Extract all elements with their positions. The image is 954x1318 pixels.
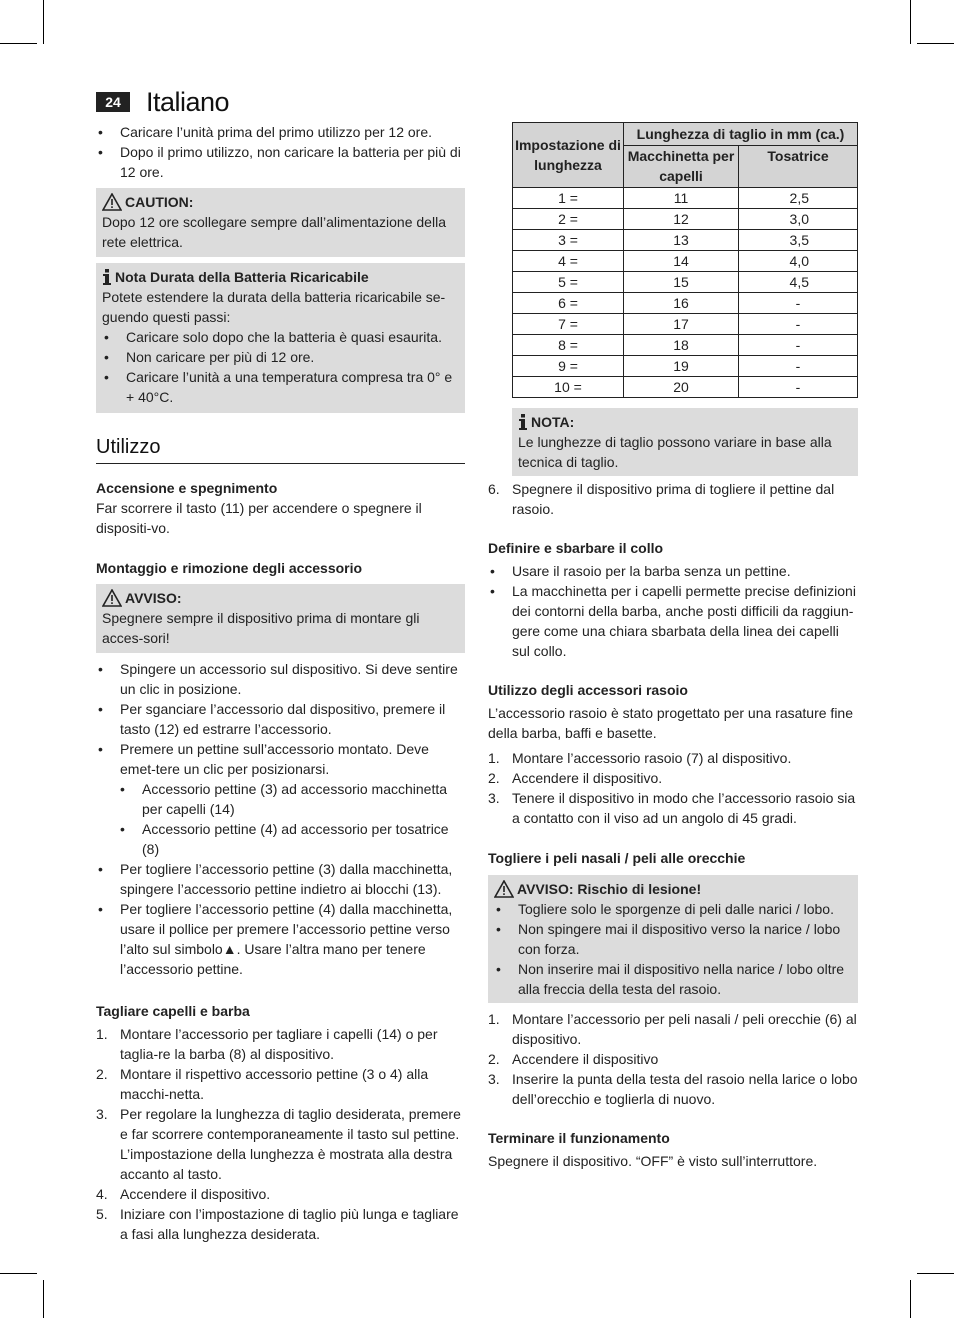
power-heading: Accensione e spegnimento xyxy=(96,480,278,496)
crop-mark xyxy=(0,43,37,44)
table-cell: 17 xyxy=(624,314,739,335)
mount-warning-title: AVVISO: xyxy=(125,590,182,606)
list-item: • Togliere solo le sporgenze di peli dalle narici / lobo. xyxy=(494,899,852,919)
neck-heading: Definire e sbarbare il collo xyxy=(488,540,664,556)
list-item: • Caricare l’unità a una temperatura compresa tra 0° e + 40°C. xyxy=(102,367,459,407)
list-item: • Caricare l’unità prima del primo utilizzo per 12 ore. xyxy=(96,122,465,142)
table-cell: 4,5 xyxy=(739,272,858,293)
mount-warning-text: Spegnere sempre il dispositivo prima di montare gli acces-sori! xyxy=(102,610,420,646)
table-cell: 11 xyxy=(624,188,739,209)
nose-warning-box xyxy=(488,875,858,1003)
end-text: Spegnere il dispositivo. “OFF” è visto sull’interruttore. xyxy=(488,1153,818,1169)
table-cell: 9 = xyxy=(513,356,624,377)
list-item: 3. Inserire la punta della testa del rasoio nella larice o lobo dell’orecchio e toglierla di nuovo. xyxy=(488,1071,858,1107)
table-cell: 12 xyxy=(624,209,739,230)
nota-title: NOTA: xyxy=(531,414,575,430)
table-row xyxy=(513,314,858,335)
cut-heading: Tagliare capelli e barba xyxy=(96,1003,250,1019)
table-header: Macchinetta per capelli xyxy=(624,146,739,188)
intro-list xyxy=(96,122,465,182)
crop-mark xyxy=(917,1273,954,1274)
end-heading: Terminare il funzionamento xyxy=(488,1130,670,1146)
mount-warning-box xyxy=(96,584,465,653)
list-item: 1. Montare l’accessorio rasoio (7) al dispositivo. xyxy=(488,750,792,766)
right-column xyxy=(488,122,858,1171)
table-cell: - xyxy=(739,356,858,377)
table-cell: 6 = xyxy=(513,293,624,314)
table-cell: 19 xyxy=(624,356,739,377)
table-header: Tosatrice xyxy=(739,146,858,188)
mount-heading: Montaggio e rimozione degli accessorio xyxy=(96,560,363,576)
shaver-steps xyxy=(488,748,858,828)
page-header xyxy=(96,86,229,118)
mount-sub-list xyxy=(96,779,465,859)
table-cell: 4 = xyxy=(513,251,624,272)
table-cell: 7 = xyxy=(513,314,624,335)
battery-note-box xyxy=(96,263,465,413)
list-item: 2. Accendere il dispositivo. xyxy=(488,770,663,786)
list-item: 2. Montare il rispettivo accessorio pettine (3 o 4) alla macchi-netta. xyxy=(96,1066,429,1102)
table-cell: 15 xyxy=(624,272,739,293)
list-item: • Premere un pettine sull’accessorio montato. Deve emet-tere un clic per posizionarsi. xyxy=(96,739,465,779)
caution-text: Dopo 12 ore scollegare sempre dall’alimentazione della rete elettrica. xyxy=(102,214,446,250)
table-header: Impostazione di lunghezza xyxy=(513,123,624,188)
info-icon xyxy=(102,268,112,286)
table-cell: 14 xyxy=(624,251,739,272)
crop-mark xyxy=(910,1280,911,1318)
list-item: • Per togliere l’accessorio pettine (3) dalla macchinetta, spingere l’accessorio pettine indietro ai blocchi (13). xyxy=(96,859,465,899)
list-item: 6. Spegnere il dispositivo prima di togliere il pettine dal rasoio. xyxy=(488,481,835,517)
table-cell: 13 xyxy=(624,230,739,251)
table-cell: 5 = xyxy=(513,272,624,293)
table-cell: - xyxy=(739,314,858,335)
crop-mark xyxy=(917,43,954,44)
list-item: 5. Iniziare con l’impostazione di taglio più lunga e tagliare a fasi alla lunghezza desiderata. xyxy=(96,1206,459,1242)
shaver-heading: Utilizzo degli accessori rasoio xyxy=(488,682,688,698)
cut-steps xyxy=(96,1024,465,1244)
list-item: • Caricare solo dopo che la batteria è quasi esaurita. xyxy=(102,327,459,347)
neck-list xyxy=(488,561,858,661)
mount-list-2 xyxy=(96,859,465,979)
table-header: Lunghezza di taglio in mm (ca.) xyxy=(624,123,858,146)
shaver-text: L’accessorio rasoio è stato progettato per una rasature fine della barba, baffi e basette. xyxy=(488,705,853,741)
list-item: 3. Per regolare la lunghezza di taglio desiderata, premere e far scorrere contemporaneamente il tasto sul pettine. L’impostazione della lunghezza è mostrata alla destra accanto al tasto. xyxy=(96,1106,461,1182)
list-item: • Accessorio pettine (3) ad accessorio macchinetta per capelli (14) xyxy=(96,779,465,819)
list-item: 4. Accendere il dispositivo. xyxy=(96,1186,271,1202)
list-item: 1. Montare l’accessorio per tagliare i capelli (14) o per taglia-re la barba (8) al dispositivo. xyxy=(96,1026,438,1062)
table-row xyxy=(513,377,858,398)
table-cell: - xyxy=(739,335,858,356)
table-cell: 3 = xyxy=(513,230,624,251)
list-item: • Non spingere mai il dispositivo verso la narice / lobo con forza. xyxy=(494,919,852,959)
table-cell: 2 = xyxy=(513,209,624,230)
table-row xyxy=(513,209,858,230)
power-text: Far scorrere il tasto (11) per accendere o spegnere il dispositi-vo. xyxy=(96,500,422,536)
mount-list xyxy=(96,659,465,779)
list-item: • Non caricare per più di 12 ore. xyxy=(102,347,459,367)
table-row xyxy=(513,251,858,272)
warning-icon xyxy=(494,880,514,898)
table-row xyxy=(513,293,858,314)
crop-mark xyxy=(910,0,911,44)
battery-note-text: Potete estendere la durata della batteria ricaricabile se-guendo questi passi: xyxy=(102,289,446,325)
cut-steps-cont xyxy=(488,479,858,519)
table-row xyxy=(513,335,858,356)
warning-icon xyxy=(102,193,122,211)
nose-steps xyxy=(488,1009,858,1109)
length-table xyxy=(512,122,858,398)
table-cell: 3,5 xyxy=(739,230,858,251)
table-cell: 16 xyxy=(624,293,739,314)
list-item: 2. Accendere il dispositivo xyxy=(488,1051,659,1067)
left-column xyxy=(96,122,465,1244)
table-cell: 18 xyxy=(624,335,739,356)
page-title: Italiano xyxy=(146,87,230,117)
page-number: 24 xyxy=(96,92,130,112)
table-cell: 2,5 xyxy=(739,188,858,209)
list-item: • Accessorio pettine (4) ad accessorio per tosatrice (8) xyxy=(96,819,465,859)
list-item: • La macchinetta per i capelli permette precise definizioni dei contorni della barba, anche posti difficili da raggiun-gere come una chiara sbarbata della linea dei capelli sul collo. xyxy=(488,581,858,661)
battery-note-title: Nota Durata della Batteria Ricaricabile xyxy=(115,269,369,285)
list-item: • Per sganciare l’accessorio dal dispositivo, premere il tasto (12) ed estrarre l’accessorio. xyxy=(96,699,465,739)
table-cell: 4,0 xyxy=(739,251,858,272)
info-icon xyxy=(518,413,528,431)
caution-box xyxy=(96,188,465,257)
nose-warning-title: AVVISO: Rischio di lesione! xyxy=(517,881,702,897)
crop-mark xyxy=(43,1280,44,1318)
section-title: Utilizzo xyxy=(96,437,465,464)
table-row xyxy=(513,188,858,209)
table-cell: 1 = xyxy=(513,188,624,209)
list-item: 1. Montare l’accessorio per peli nasali / peli orecchie (6) al dispositivo. xyxy=(488,1011,857,1047)
list-item: • Spingere un accessorio sul dispositivo. Si deve sentire un clic in posizione. xyxy=(96,659,465,699)
table-cell: 20 xyxy=(624,377,739,398)
table-row xyxy=(513,230,858,251)
warning-icon xyxy=(102,589,122,607)
list-item: • Usare il rasoio per la barba senza un pettine. xyxy=(488,561,858,581)
list-item: • Dopo il primo utilizzo, non caricare la batteria per più di 12 ore. xyxy=(96,142,465,182)
table-cell: 3,0 xyxy=(739,209,858,230)
nose-heading: Togliere i peli nasali / peli alle orecchie xyxy=(488,850,746,866)
list-item: • Per togliere l’accessorio pettine (4) dalla macchinetta, usare il pollice per premere l’accessorio pettine verso l’alto sul simbolo▲. Usare l’altra mano per tenere l’accessorio pettine. xyxy=(96,899,465,979)
crop-mark xyxy=(43,0,44,44)
nota-box xyxy=(512,408,858,476)
caution-title: CAUTION: xyxy=(125,194,194,210)
nota-text: Le lunghezze di taglio possono variare in base alla tecnica di taglio. xyxy=(518,434,832,470)
crop-mark xyxy=(0,1273,37,1274)
list-item: • Non inserire mai il dispositivo nella narice / lobo oltre alla freccia della testa del rasoio. xyxy=(494,959,852,999)
table-cell: - xyxy=(739,377,858,398)
table-cell: 10 = xyxy=(513,377,624,398)
list-item: 3. Tenere il dispositivo in modo che l’accessorio rasoio sia a contatto con il viso ad un angolo di 45 gradi. xyxy=(488,790,856,826)
table-row xyxy=(513,272,858,293)
table-row xyxy=(513,356,858,377)
table-cell: - xyxy=(739,293,858,314)
table-cell: 8 = xyxy=(513,335,624,356)
